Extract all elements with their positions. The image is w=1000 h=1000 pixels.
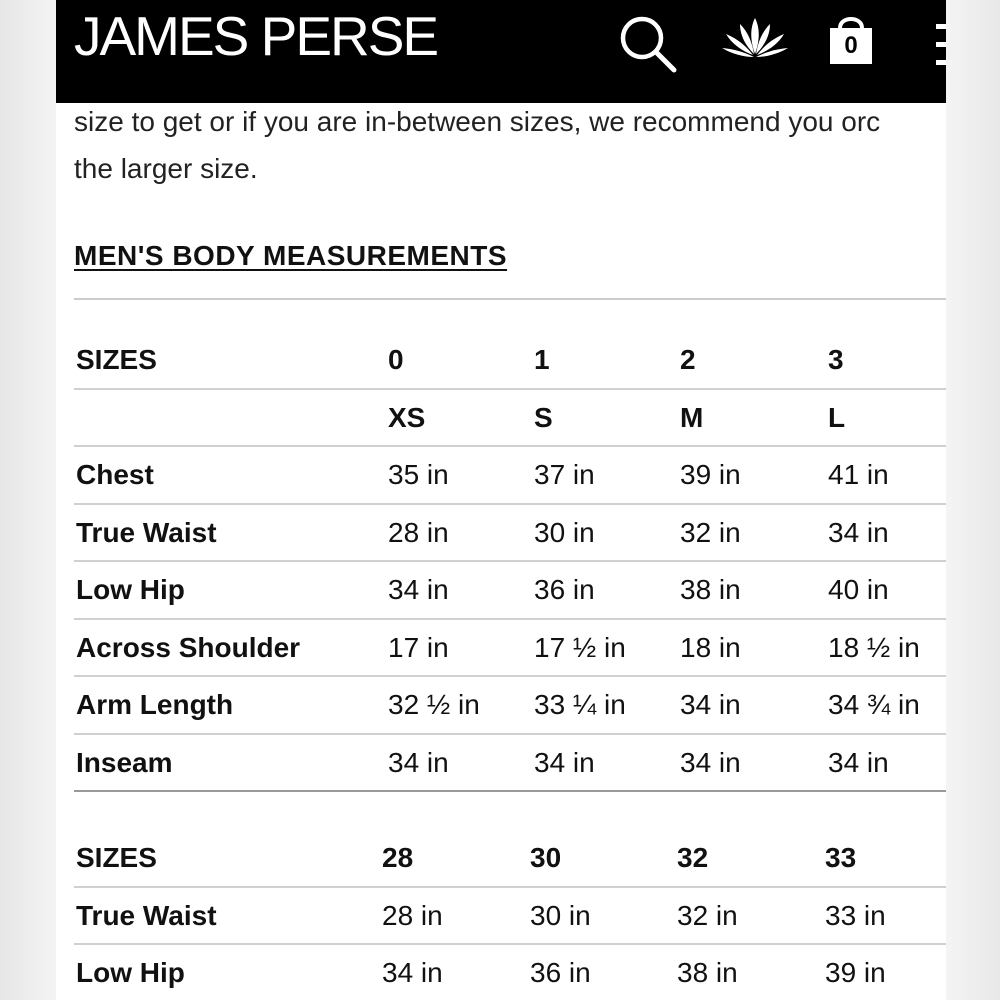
lotus-icon[interactable] — [720, 14, 790, 62]
row-label: Arm Length — [76, 689, 234, 720]
table-cell: 34 in — [388, 574, 449, 605]
table-cell: 39 in — [825, 957, 886, 988]
top-navigation-bar — [56, 0, 946, 103]
table-row — [74, 562, 946, 620]
header-cell: 30 — [530, 842, 562, 873]
cart-count-badge: 0 — [844, 32, 858, 59]
size-guide-page — [56, 0, 946, 1000]
row-label: Inseam — [76, 746, 173, 778]
table-row — [74, 447, 946, 505]
row-label: Low Hip — [76, 574, 185, 605]
table-cell: 39 in — [680, 459, 741, 490]
table-header-row — [74, 332, 946, 390]
table-cell: 32 in — [677, 899, 738, 931]
table-cell: 38 in — [677, 957, 738, 988]
shopping-bag-icon[interactable] — [826, 10, 886, 68]
header-label: SIZES — [76, 842, 157, 873]
section-divider — [74, 298, 946, 300]
header-cell: 3 — [828, 344, 844, 375]
table-cell: 38 in — [680, 574, 741, 605]
row-label: True Waist — [76, 516, 217, 548]
table-row — [74, 888, 946, 946]
row-label: Chest — [76, 459, 154, 490]
table-cell: 33 ¼ in — [534, 689, 626, 720]
table-cell: 37 in — [534, 459, 595, 490]
header-cell: 28 — [382, 842, 414, 873]
table-cell: 34 in — [828, 746, 889, 778]
header-cell: 1 — [534, 344, 550, 375]
subheader-cell: L — [828, 401, 846, 433]
table-cell: 18 in — [680, 631, 741, 663]
size-advice-text — [74, 98, 946, 192]
section-title: MEN'S BODY MEASUREMENTS — [74, 240, 508, 271]
table-cell: 28 in — [388, 516, 449, 548]
table-row — [74, 945, 946, 1000]
table-cell: 34 ¾ in — [828, 689, 920, 720]
subheader-cell: XS — [388, 401, 426, 433]
table-row — [74, 505, 946, 563]
table-row — [74, 677, 946, 735]
table-cell: 36 in — [534, 574, 595, 605]
intro-line-1: size to get or if you are in-between sizes, we recommend you orc — [74, 106, 881, 137]
header-cell: 32 — [677, 842, 709, 873]
table-cell: 34 in — [828, 516, 889, 548]
alpha-size-table — [74, 332, 946, 792]
menu-icon[interactable] — [932, 20, 946, 70]
table-cell: 30 in — [530, 899, 591, 931]
subheader-cell: M — [680, 401, 704, 433]
header-cell: 33 — [825, 842, 857, 873]
search-icon[interactable] — [618, 14, 678, 74]
numeric-size-table — [74, 830, 946, 1000]
table-cell: 34 in — [680, 746, 741, 778]
header-label: SIZES — [76, 344, 157, 375]
table-cell: 28 in — [382, 899, 443, 931]
table-cell: 34 in — [382, 957, 443, 988]
row-label: Low Hip — [76, 957, 185, 988]
table-cell: 17 ½ in — [534, 631, 626, 663]
table-cell: 34 in — [680, 689, 741, 720]
table-cell: 33 in — [825, 899, 886, 931]
table-cell: 17 in — [388, 631, 449, 663]
intro-line-2: the larger size. — [74, 153, 258, 184]
table-row — [74, 735, 946, 793]
row-label: True Waist — [76, 899, 217, 931]
subheader-cell: S — [534, 401, 553, 433]
table-cell: 36 in — [530, 957, 591, 988]
table-cell: 41 in — [828, 459, 889, 490]
table-cell: 30 in — [534, 516, 595, 548]
table-cell: 32 ½ in — [388, 689, 480, 720]
table-row — [74, 620, 946, 678]
header-cell: 2 — [680, 344, 696, 375]
table-header-row — [74, 830, 946, 888]
table-cell: 34 in — [388, 746, 449, 778]
table-subheader-row — [74, 390, 946, 448]
brand-logo[interactable]: JAMES PERSE — [74, 5, 438, 67]
row-label: Across Shoulder — [76, 631, 301, 663]
table-cell: 32 in — [680, 516, 741, 548]
header-cell: 0 — [388, 344, 404, 375]
table-cell: 40 in — [828, 574, 889, 605]
table-cell: 18 ½ in — [828, 631, 920, 663]
table-cell: 35 in — [388, 459, 449, 490]
table-cell: 34 in — [534, 746, 595, 778]
